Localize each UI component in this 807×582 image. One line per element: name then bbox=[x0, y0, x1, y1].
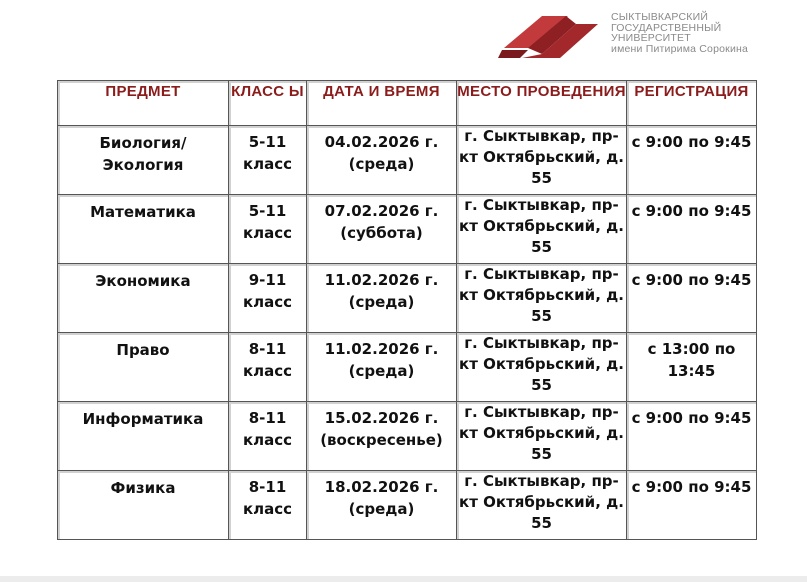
university-logo bbox=[498, 8, 788, 66]
university-emblem-icon bbox=[498, 10, 602, 64]
date-cell: 18.02.2026 г. (среда) bbox=[307, 471, 457, 540]
table-row bbox=[58, 264, 757, 333]
bottom-divider bbox=[0, 576, 807, 582]
date-cell: 15.02.2026 г. (воскресенье) bbox=[307, 402, 457, 471]
subject-cell: Экономика bbox=[58, 264, 229, 333]
olympiad-schedule-table bbox=[57, 80, 757, 540]
registration-cell: с 9:00 по 9:45 bbox=[627, 471, 757, 540]
table-row bbox=[58, 333, 757, 402]
header-subject: ПРЕДМЕТ bbox=[58, 81, 229, 126]
subject-cell: Физика bbox=[58, 471, 229, 540]
table-row bbox=[58, 471, 757, 540]
subject-cell: Математика bbox=[58, 195, 229, 264]
registration-cell: с 13:00 по 13:45 bbox=[627, 333, 757, 402]
place-cell: г. Сыктывкар, пр-кт Октябрьский, д. 55 bbox=[457, 126, 627, 195]
place-cell: г. Сыктывкар, пр-кт Октябрьский, д. 55 bbox=[457, 264, 627, 333]
grade-cell: 5-11 класс bbox=[229, 195, 307, 264]
place-cell: г. Сыктывкар, пр-кт Октябрьский, д. 55 bbox=[457, 402, 627, 471]
table-header-row bbox=[58, 81, 757, 126]
table-row bbox=[58, 402, 757, 471]
grade-cell: 9-11 класс bbox=[229, 264, 307, 333]
date-cell: 04.02.2026 г. (среда) bbox=[307, 126, 457, 195]
grade-cell: 8-11 класс bbox=[229, 402, 307, 471]
header-grade: КЛАСС Ы bbox=[229, 81, 307, 126]
grade-cell: 8-11 класс bbox=[229, 471, 307, 540]
university-name bbox=[611, 12, 748, 54]
date-cell: 11.02.2026 г. (среда) bbox=[307, 264, 457, 333]
date-cell: 11.02.2026 г. (среда) bbox=[307, 333, 457, 402]
grade-cell: 5-11 класс bbox=[229, 126, 307, 195]
logo-line-2: ГОСУДАРСТВЕННЫЙ bbox=[611, 21, 722, 34]
subject-cell: Информатика bbox=[58, 402, 229, 471]
header-place: МЕСТО ПРОВЕДЕНИЯ bbox=[457, 81, 627, 126]
place-cell: г. Сыктывкар, пр-кт Октябрьский, д. 55 bbox=[457, 195, 627, 264]
place-cell: г. Сыктывкар, пр-кт Октябрьский, д. 55 bbox=[457, 471, 627, 540]
registration-cell: с 9:00 по 9:45 bbox=[627, 264, 757, 333]
grade-cell: 8-11 класс bbox=[229, 333, 307, 402]
date-cell: 07.02.2026 г. (суббота) bbox=[307, 195, 457, 264]
logo-line-1: СЫКТЫВКАРСКИЙ bbox=[611, 11, 709, 23]
registration-cell: с 9:00 по 9:45 bbox=[627, 195, 757, 264]
header-registration: РЕГИСТРАЦИЯ bbox=[627, 81, 757, 126]
subject-cell: Биология/ Экология bbox=[58, 126, 229, 195]
table-row bbox=[58, 195, 757, 264]
table-row bbox=[58, 126, 757, 195]
logo-line-3: УНИВЕРСИТЕТ bbox=[611, 32, 691, 44]
registration-cell: с 9:00 по 9:45 bbox=[627, 126, 757, 195]
header-date: ДАТА И ВРЕМЯ bbox=[307, 81, 457, 126]
logo-line-4: имени Питирима Сорокина bbox=[611, 42, 749, 55]
registration-cell: с 9:00 по 9:45 bbox=[627, 402, 757, 471]
place-cell: г. Сыктывкар, пр-кт Октябрьский, д. 55 bbox=[457, 333, 627, 402]
subject-cell: Право bbox=[58, 333, 229, 402]
